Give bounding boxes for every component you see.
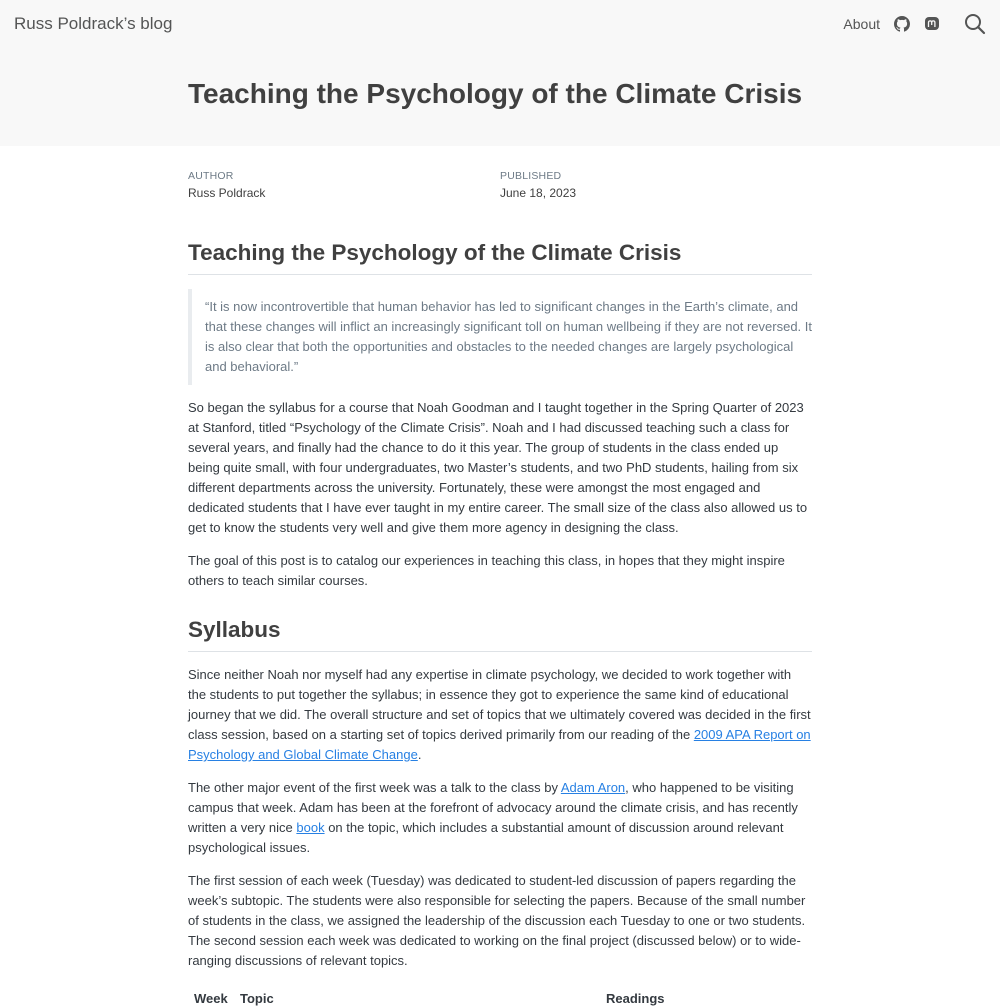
author-block — [188, 170, 500, 200]
author-label: AUTHOR — [188, 170, 234, 182]
first-week-paragraph — [188, 778, 812, 858]
article-content — [188, 240, 812, 1006]
syllabus-paragraph — [188, 665, 812, 765]
syllabus-text-a: Since neither Noah nor myself had any expertise in climate psychology, we decided to work together with the students to put together the syllabus; in essence they got to experience the same kind of educational journey that we did. The overall structure and set of topics that we ultimately covered was decided in the first class session, based on a starting set of topics derived primarily from our reading of the — [188, 667, 811, 742]
title-banner — [0, 48, 1000, 146]
syllabus-heading: Syllabus — [188, 617, 812, 652]
apa-report-link[interactable]: 2009 APA Report on Psychology and Global Climate Change — [188, 727, 811, 762]
column-header-topic: Topic — [240, 991, 274, 1006]
search-icon[interactable] — [964, 13, 986, 35]
author-name: Russ Poldrack — [188, 186, 266, 200]
github-icon[interactable] — [894, 16, 910, 32]
published-date: June 18, 2023 — [500, 186, 577, 200]
column-header-week: Week — [194, 991, 228, 1006]
column-header-readings: Readings — [606, 991, 665, 1006]
first-week-text-a: The other major event of the first week was a talk to the class by — [188, 780, 561, 795]
top-navbar — [0, 0, 1000, 48]
blog-brand-link[interactable]: Russ Poldrack’s blog — [14, 14, 173, 33]
first-week-text-b: , who happened to be visiting campus that week. Adam has been at the forefront of advocacy around the climate crisis, and has recently written a very nice — [188, 780, 798, 835]
intro-paragraph: So began the syllabus for a course that Noah Goodman and I taught together in the Spring Quarter of 2023 at Stanford, titled “Psychology of the Climate Crisis”. Noah and I had discussed teaching such a class for several years, and finally had the chance to do it this year. The group of students in the class ended up being quite small, with four undergraduates, two Master’s students, and two PhD students, hailing from six different departments across the university. Fortunately, these were amongst the most engaged and dedicated students that I have ever taught in my entire career. The small size of the class also allowed us to get to know the students very well and give them more agency in designing the class. — [188, 400, 808, 535]
nav-about-link[interactable]: About — [843, 16, 880, 32]
post-metadata — [188, 170, 812, 200]
adam-aron-link[interactable]: Adam Aron — [560, 780, 626, 795]
published-block — [500, 170, 812, 200]
book-link[interactable]: book — [296, 820, 325, 835]
session-paragraph: The first session of each week (Tuesday) was dedicated to student-led discussion of papers regarding the week’s subtopic. The students were also responsible for selecting the papers. Because of the small number of students in the class, we assigned the leadership of the discussion each Tuesday to one or two students. The second session each week was dedicated to working on the final project (discussed below) or to wide-ranging discussions of relevant topics. — [188, 873, 806, 968]
mastodon-icon[interactable] — [924, 16, 940, 32]
article-heading: Teaching the Psychology of the Climate Crisis — [188, 240, 812, 275]
published-label: PUBLISHED — [500, 170, 562, 182]
first-week-text-c: on the topic, which includes a substantial amount of discussion around relevant psychological issues. — [188, 820, 784, 855]
page-title: Teaching the Psychology of the Climate Crisis — [188, 78, 803, 109]
goal-paragraph: The goal of this post is to catalog our experiences in teaching this class, in hopes that they might inspire others to teach similar courses. — [188, 553, 785, 588]
nav-right-group — [843, 13, 986, 35]
schedule-table-header — [188, 991, 812, 1006]
syllabus-text-b: . — [417, 747, 422, 762]
syllabus-quote: “It is now incontrovertible that human behavior has led to significant changes in the Earth’s climate, and that these changes will inflict an increasingly significant toll on human wellbeing if they are not reversed. It is also clear that both the opportunities and obstacles to the needed changes are largely psychological and behavioral.” — [188, 289, 812, 385]
